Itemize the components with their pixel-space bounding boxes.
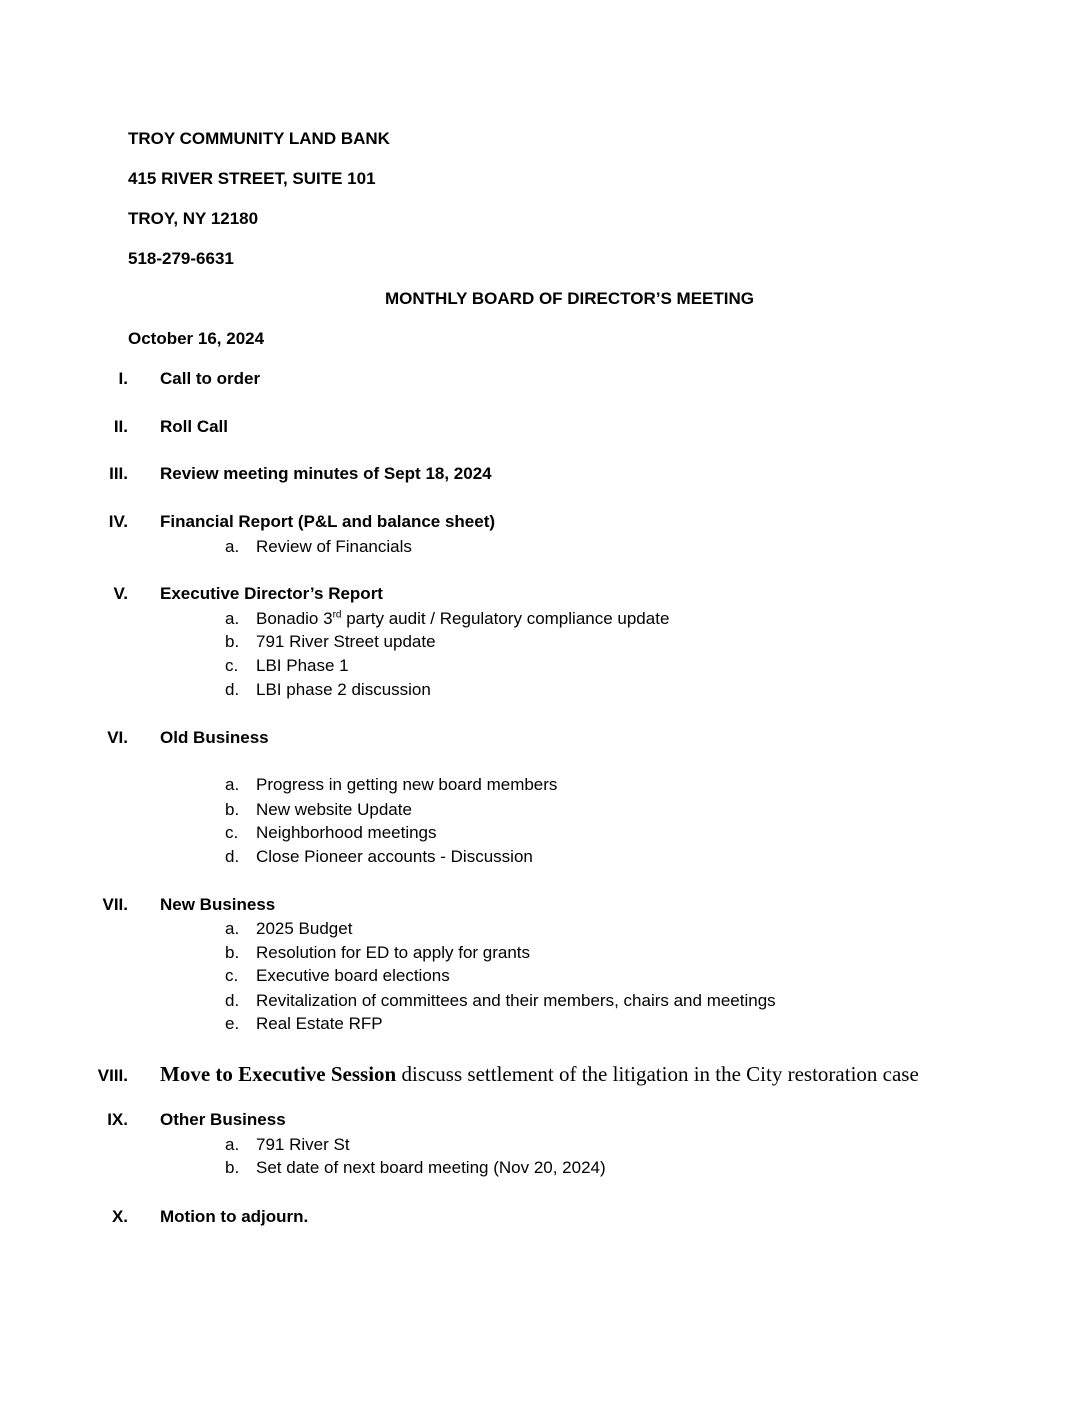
section-title: Other Business [160,1110,286,1129]
list-item: LBI phase 2 discussion [256,680,431,699]
address-line-1: 415 RIVER STREET, SUITE 101 [128,169,376,188]
section-title: Roll Call [160,417,229,436]
meeting-date: October 16, 2024 [128,329,265,348]
section-title: Old Business [160,728,269,747]
item-letter: c. [225,823,239,842]
list-item: Real Estate RFP [256,1014,383,1033]
list-item: LBI Phase 1 [256,656,349,675]
list-item: Resolution for ED to apply for grants [256,943,531,962]
section-number: V. [113,584,128,603]
list-item: 2025 Budget [256,919,353,938]
item-letter: c. [225,966,239,985]
section-number: VI. [107,728,128,747]
list-item: Progress in getting new board members [256,775,558,794]
executive-session-line: Move to Executive Session discuss settlement of the litigation in the City restoration case [160,1062,919,1086]
section-title: Motion to adjourn. [160,1207,309,1226]
section-number: III. [109,464,128,483]
item-letter: b. [225,632,240,651]
list-item: Set date of next board meeting (Nov 20, 2024) [256,1158,606,1177]
item-letter: b. [225,943,240,962]
meeting-title: MONTHLY BOARD OF DIRECTOR’S MEETING [385,289,754,308]
list-item: 791 River St [256,1135,350,1154]
list-item: Bonadio 3rd party audit / Regulatory compliance update [256,609,670,628]
item-letter: c. [225,656,239,675]
item-letter: a. [225,919,240,938]
item-letter: a. [225,537,240,556]
section-number: IV. [108,512,128,531]
section-title: Executive Director’s Report [160,584,383,603]
item-letter: b. [225,800,240,819]
section-title: Review meeting minutes of Sept 18, 2024 [160,464,492,483]
section-title: Call to order [160,369,261,388]
list-item: New website Update [256,800,412,819]
item-letter: b. [225,1158,240,1177]
org-name: TROY COMMUNITY LAND BANK [128,129,390,148]
section-title: Financial Report (P&L and balance sheet) [160,512,496,531]
item-letter: a. [225,609,240,628]
section-number: X. [111,1207,128,1226]
section-number: IX. [107,1110,128,1129]
list-item: Revitalization of committees and their members, chairs and meetings [256,991,776,1010]
section-number: VIII. [97,1066,128,1085]
item-letter: d. [225,680,240,699]
item-letter: e. [225,1014,240,1033]
section-title: New Business [160,895,276,914]
list-item: Review of Financials [256,537,412,556]
address-line-2: TROY, NY 12180 [128,209,259,228]
section-number: I. [118,369,128,388]
list-item: Close Pioneer accounts - Discussion [256,847,533,866]
list-item: Neighborhood meetings [256,823,437,842]
item-letter: d. [225,847,240,866]
list-item: 791 River Street update [256,632,436,651]
item-letter: a. [225,775,240,794]
phone-number: 518-279-6631 [128,249,234,268]
list-item: Executive board elections [256,966,450,985]
item-letter: a. [225,1135,240,1154]
item-letter: d. [225,991,240,1010]
section-number: II. [113,417,128,436]
section-number: VII. [102,895,128,914]
